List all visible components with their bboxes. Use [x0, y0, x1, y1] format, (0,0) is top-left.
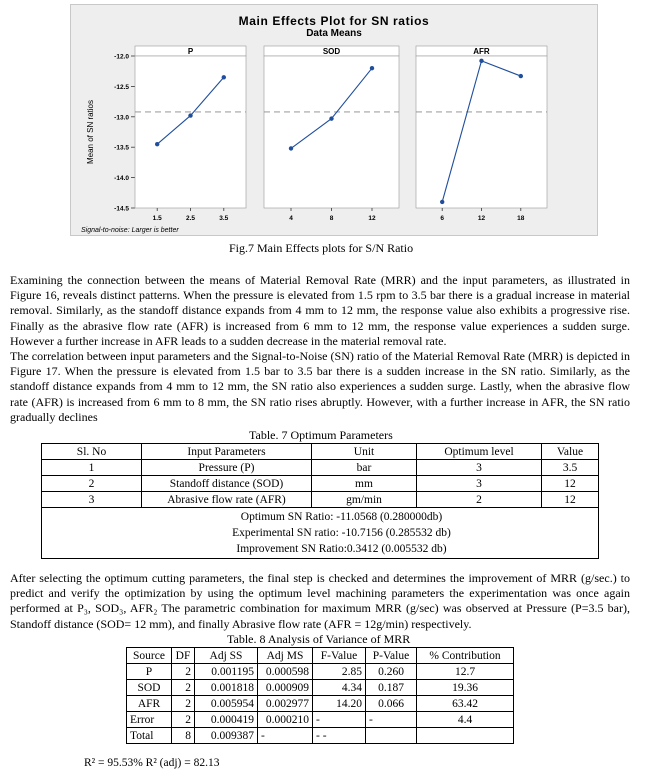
- table8-caption: Table. 8 Analysis of Variance of MRR: [227, 632, 411, 646]
- data-point: [479, 59, 483, 63]
- data-point: [188, 113, 192, 117]
- table-cell: 2: [172, 696, 195, 712]
- header-cell: Adj SS: [195, 648, 258, 664]
- optimum-sn-ratio: Optimum SN Ratio: -11.0568 (0.280000db): [240, 511, 443, 523]
- x-tick-label: 18: [517, 215, 525, 222]
- table-row: [42, 460, 599, 476]
- data-point: [155, 142, 159, 146]
- table-cell: 0.260: [366, 664, 417, 680]
- table-row: [127, 728, 514, 744]
- figure-caption: Fig.7 Main Effects plots for S/N Ratio: [229, 241, 414, 255]
- data-point: [440, 200, 444, 204]
- table-cell: 2: [172, 712, 195, 728]
- paragraph-sn: The correlation between input parameters and the Signal-to-Noise (SN) ratio of the Material Removal Rate (MRR) is depicted in Figure 17. When the pressure is elevated from 1.5 bar to 3.5 bar there is a sudden increase in the SN ratio. Similarly, as the standoff distance expands from 4 mm to 12 mm, the SN ratio also experiences a sudden surge. Lastly, when the abrasive flow rate (AFR) is increased from 6 mm to 8 mm, the SN ratio rises abruptly. However, with a further increase in AFR, the SN ratio gradually declines: [10, 349, 630, 424]
- table-cell: 0.187: [366, 680, 417, 696]
- table-row: [42, 492, 599, 508]
- table-cell: 19.36: [417, 680, 514, 696]
- header-cell: Input Parameters: [142, 444, 312, 460]
- table-cell: Total: [127, 728, 172, 744]
- table-cell: 14.20: [313, 696, 366, 712]
- data-point: [370, 66, 374, 70]
- table-cell: 2: [417, 492, 542, 508]
- y-axis-label: Mean of SN ratios: [86, 99, 95, 165]
- paragraph-optimization: After selecting the optimum cutting parameters, the final step is checked and determines the improvement of MRR (g/sec.) to predict and verify the optimization by using the optimum level machining parameters the experimentation was once again performed at P₃, SOD₃, AFR₂ The parametric combination for maximum MRR (g/sec) was observed at Pressure (P=3.5 bar), Standoff distance (SOD= 12 mm), and finally Abrasive flow rate (AFR = 12g/min) respectively.: [10, 571, 630, 631]
- y-tick-label: -12.0: [114, 53, 129, 61]
- table-cell: mm: [312, 476, 417, 492]
- table-cell: 2.85: [313, 664, 366, 680]
- y-tick-label: -14.5: [114, 205, 129, 213]
- table-row: [127, 696, 514, 712]
- table-cell: bar: [312, 460, 417, 476]
- table-cell: 0.000419: [195, 712, 258, 728]
- panel-label-p: P: [187, 47, 194, 56]
- table-header-row: [42, 444, 599, 460]
- table-cell: 0.000210: [258, 712, 313, 728]
- table-summary-row: [42, 508, 599, 559]
- table-cell: 3.5: [542, 460, 599, 476]
- table-cell: gm/min: [312, 492, 417, 508]
- panel-label-sod: SOD: [322, 47, 341, 56]
- table-cell: 0.066: [366, 696, 417, 712]
- paragraph-mrr: Examining the connection between the means of Material Removal Rate (MRR) and the input parameters, as illustrated in Figure 16, reveals distinct patterns. When the pressure is elevated from 1.5 rpm to 3.5 bar there is a gradual increase in material removal. Similarly, as the standoff distance expands from 4 mm to 12 mm, the response value also exhibits a progressive rise. Finally as the abrasive flow rate (AFR) is increased from 6 mm to 12 mm, the response value experiences a sudden surge. However a further increase in AFR leads to a sudden decrease in the material removal rate.: [10, 273, 630, 348]
- table-cell: - -: [313, 728, 366, 744]
- y-tick-label: -12.5: [114, 83, 129, 91]
- table-cell: 1: [42, 460, 142, 476]
- x-tick-label: 4: [289, 215, 293, 222]
- header-cell: Sl. No: [42, 444, 142, 460]
- x-tick-label: 8: [329, 215, 334, 222]
- panel-frame: [416, 56, 547, 208]
- table-cell: 2: [172, 664, 195, 680]
- table-cell: 0.001818: [195, 680, 258, 696]
- main-effects-chart: [71, 5, 597, 235]
- table-cell: 12: [542, 492, 599, 508]
- table-cell: 3: [42, 492, 142, 508]
- table-cell: Abrasive flow rate (AFR): [142, 492, 312, 508]
- y-tick-label: -13.0: [114, 114, 129, 122]
- chart-subtitle: Data Means: [306, 28, 362, 39]
- table-cell: -: [313, 712, 366, 728]
- table-cell: [417, 728, 514, 744]
- optimum-parameters-table: [41, 443, 599, 559]
- table-cell: 8: [172, 728, 195, 744]
- data-point: [329, 116, 333, 120]
- table-cell: 0.002977: [258, 696, 313, 712]
- table-cell: [366, 728, 417, 744]
- data-point: [519, 74, 523, 78]
- data-point: [289, 146, 293, 150]
- header-cell: F-Value: [313, 648, 366, 664]
- table-cell: Pressure (P): [142, 460, 312, 476]
- table-cell: 12: [542, 476, 599, 492]
- chart-title: Main Effects Plot for SN ratios: [238, 14, 430, 28]
- table-cell: 0.005954: [195, 696, 258, 712]
- table-cell: 4.4: [417, 712, 514, 728]
- header-cell: Optimum level: [417, 444, 542, 460]
- table-cell: 63.42: [417, 696, 514, 712]
- header-cell: DF: [172, 648, 195, 664]
- table-cell: Error: [127, 712, 172, 728]
- table-cell: -: [258, 728, 313, 744]
- anova-table: [126, 647, 514, 744]
- table-row: [42, 476, 599, 492]
- panel-label-afr: AFR: [473, 47, 490, 56]
- x-tick-label: 12: [477, 215, 486, 222]
- table-cell: P: [127, 664, 172, 680]
- chart-footnote: Signal-to-noise: Larger is better: [81, 227, 179, 234]
- table7-caption: Table. 7 Optimum Parameters: [249, 428, 393, 442]
- table-cell: 12.7: [417, 664, 514, 680]
- panel-frame: [135, 56, 246, 208]
- table-row: [127, 712, 514, 728]
- table-cell: Standoff distance (SOD): [142, 476, 312, 492]
- header-cell: % Contribution: [417, 648, 514, 664]
- main-effects-figure: [70, 4, 598, 236]
- r-squared-note: R² = 95.53% R² (adj) = 82.13: [84, 757, 220, 769]
- table-cell: AFR: [127, 696, 172, 712]
- header-cell: Unit: [312, 444, 417, 460]
- x-tick-label: 3.5: [219, 215, 229, 222]
- x-tick-label: 6: [440, 215, 445, 222]
- table-cell: -: [366, 712, 417, 728]
- improvement-sn-ratio: Improvement SN Ratio:0.3412 (0.005532 db): [236, 543, 447, 555]
- table-cell: 4.34: [313, 680, 366, 696]
- header-cell: P-Value: [366, 648, 417, 664]
- table-cell: 0.000598: [258, 664, 313, 680]
- panel-frame: [264, 56, 399, 208]
- table-cell: 0.000909: [258, 680, 313, 696]
- table-row: [127, 680, 514, 696]
- table-cell: SOD: [127, 680, 172, 696]
- table-cell: 0.001195: [195, 664, 258, 680]
- table-cell: 3: [417, 476, 542, 492]
- x-tick-label: 2.5: [185, 215, 196, 222]
- table-header-row: [127, 648, 514, 664]
- y-tick-label: -14.0: [114, 175, 129, 183]
- table-row: [127, 664, 514, 680]
- experimental-sn-ratio: Experimental SN ratio: -10.7156 (0.285532 db): [232, 527, 451, 539]
- y-tick-label: -13.5: [114, 144, 129, 152]
- table-cell: 3: [417, 460, 542, 476]
- table-cell: 0.009387: [195, 728, 258, 744]
- data-point: [222, 75, 226, 79]
- table-cell: 2: [42, 476, 142, 492]
- table-cell: 2: [172, 680, 195, 696]
- header-cell: Adj MS: [258, 648, 313, 664]
- x-tick-label: 1.5: [152, 215, 162, 222]
- x-tick-label: 12: [368, 215, 376, 222]
- header-cell: Source: [127, 648, 172, 664]
- header-cell: Value: [542, 444, 599, 460]
